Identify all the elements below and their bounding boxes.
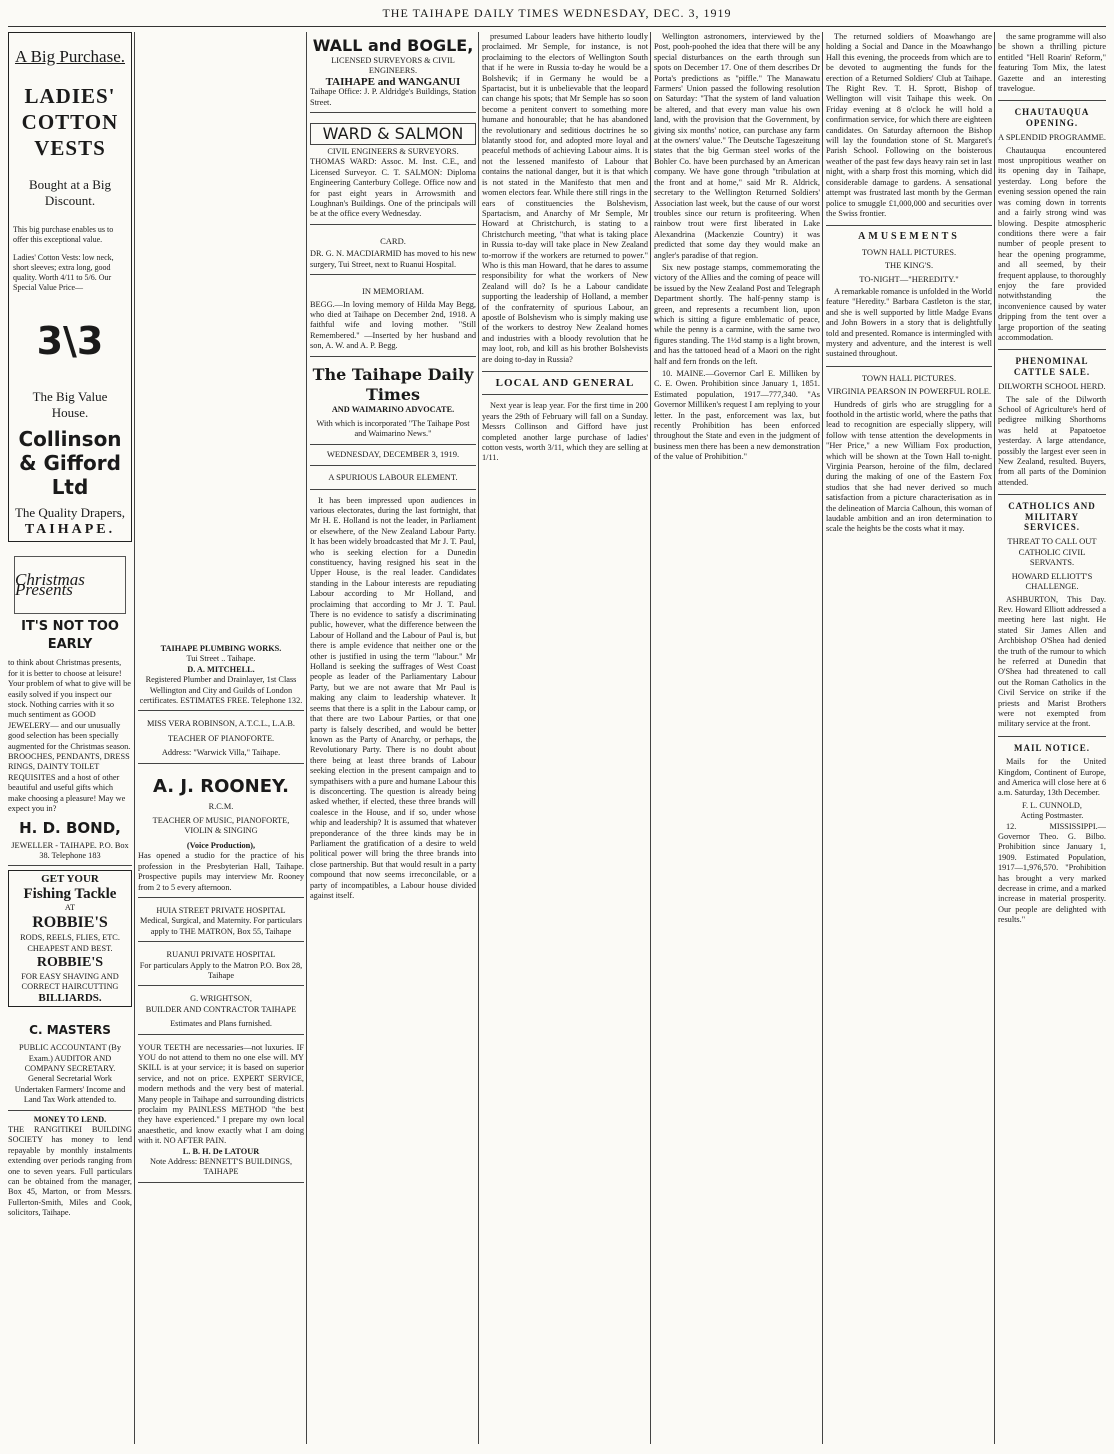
divider: [826, 225, 992, 226]
ad-heading: HUIA STREET PRIVATE HOSPITAL: [156, 905, 286, 915]
ad-text: General Secretarial Work Undertaken Farmers' Income and Land Tax Work attended to.: [14, 1074, 126, 1105]
divider: [998, 100, 1106, 101]
ad-firm-name: D. A. MITCHELL.: [187, 664, 255, 674]
subheading: TOWN HALL PICTURES.: [861, 246, 957, 257]
ad-plumbing-works: [138, 640, 304, 711]
column-rule: [306, 32, 307, 1444]
article-body: Hundreds of girls who are struggling for a foothold in the artistic world, where the paths that lead to recognition are especially slippery, will follow with tense attention the developments in "Her Price," a new William Fox production, which will be shown at the Town Hall to-night. Virginia Pearson, heroine of the film, declared during the making of one of the Eastern Fox studios that she had never derived so much satisfaction from a picture characterisation as in the delineation of Marcia Calhoun, this woman of laudable ambition and an iron determination to scale the heights be the costs what it may.: [826, 399, 992, 534]
ad-collinson-gifford: [8, 32, 132, 542]
ad-text: TAIHAPE and WANGANUI: [325, 75, 461, 88]
ad-text: AT: [64, 902, 76, 912]
article-body: A remarkable romance is unfolded in the World feature "Heredity." Barbara Castleton is the star, and she is well supported by little Madge Evans and John Bowers in a story that is delightfully told and presented. Romance is intermingled with mystery and adventure, and the interest is well sustained throughout.: [826, 286, 992, 359]
ad-text: Taihape Office: J. P. Aldridge's Buildings, Station Street.: [310, 87, 476, 107]
ad-wrightson: [138, 990, 304, 1034]
subheading: HOWARD ELLIOTT'S CHALLENGE.: [1011, 570, 1093, 592]
ad-text: Tui Street .. Taihape.: [186, 654, 256, 664]
ad-heading: TAIHAPE PLUMBING WORKS.: [160, 644, 282, 653]
ad-heading: Fishing Tackle: [23, 885, 117, 902]
notice-in-memoriam: [310, 279, 476, 356]
divider: [998, 494, 1106, 495]
ad-text: LICENSED SURVEYORS & CIVIL ENGINEERS.: [331, 56, 455, 76]
article-body: presumed Labour leaders have hitherto loudly proclaimed. Mr Semple, for instance, is not proclaiming to the electors of Wellington South that if he were in Russia to-day he would be a Bolshevik; if in Germany he would be a Spartacist, but it is unbelievable that the leopard can change his spots; that Mr Semple has so soon become a penitent convert to something more humane and honourable; that he has abandoned the revolutionary and seditious doctrines he so blatantly stood for, and adopted more loyal and peaceful methods of achieving Labour aims. It is not the lessened manifesto of Labour that contains the national danger, but it is that which is not stated in the Manifesto that men and women electors fear. While there still rings in the ears of constituencies the Bolshevism, Spartacism, and Anarchy of Mr Semple, Mr Howard at Christchurch, is stating to a Christchurch meeting, "that what is taking place in Russia to-day will take place in New Zealand to-morrow if the workers are returned to power." Who is this man Howard, that he dares to assume responsibility for what the workers of New Zealand will do? Is he a Labour candidate supporting the leadership of Holland, a member of the confraternity of spurious Labour, an apostle of Bolshevism who is simply making use of the workers to destroy New Zealand homes and industries with a bloody revolution that he may loot, rob, and kill as his brother Bolshevists are doing to-day in Russia?: [482, 32, 648, 364]
ad-title: LADIES': [24, 84, 116, 108]
ad-firm-name: WALL and BOGLE,: [312, 36, 474, 55]
article-body: Wellington astronomers, interviewed by the Post, pooh-poohed the idea that there will be any special disturbances on the earth through sun spots on December 17. One of them describes Dr Porta's predictions as "piffle." The Manawatu Farmers' Union passed the following resolution on Saturday: "That the system of land valuation be altered, and that every man value his own land, with the provision that the Government, by giving six months' notice, can purchase any farm at the owners' value." The Deutsche Tageszeitung states that the big German steel works of the Bohler Co. have been purchased by an American company. We have gone through "tribulation at the front and at home," said Mr R. Aldrick, secretary to the Wellington Returned Soldiers' Association last week, but the cause of our worst troubles since our return is profiteering. When rainbow trout were first liberated in Lake Alexandrina (Mackenzie Country) it was predicted that some day they would make an angler's paradise of that region.: [654, 32, 820, 260]
ad-text: to think about Christmas presents, for it is better to choose at leisure! Your problem of what to give will be easily solved if you inspect our stock. Nothing carries with it so much sentiment as GOOD JEWELERY— and our unusually good selection has been specially augmented for the Christmas season. BROOCHES, PENDANTS, DRESS RINGS, DAINTY TOILET REQUISITES and a host of other beautiful and useful gifts which make choosing a pleasure! May we expect you in?: [8, 658, 131, 814]
ad-wall-bogle: [310, 32, 476, 113]
ad-text: Medical, Surgical, and Maternity. For particulars apply to THE MATRON, Box 55, Taihape: [140, 916, 302, 936]
subheading: VIRGINIA PEARSON IN POWERFUL ROLE.: [826, 386, 992, 397]
subheading: TOWN HALL PICTURES.: [861, 372, 957, 383]
notice-card: [310, 229, 476, 275]
notice-heading: IN MEMORIAM.: [362, 286, 424, 297]
ad-place: TAIHAPE.: [24, 522, 116, 537]
ad-de-latour: [138, 1039, 304, 1183]
ad-h-d-bond: [8, 548, 132, 866]
ad-text: The Big Value House.: [32, 389, 108, 420]
section-heading: CHAUTAUQUA OPENING.: [1014, 107, 1090, 128]
column-rule: [822, 32, 823, 1444]
ad-text: R.C.M.: [208, 801, 234, 811]
article-body: The sale of the Dilworth School of Agriculture's herd of pedigree milking Shorthorns was held at Papatoetoe yesterday. A large attendance, possibly the largest ever seen in New Zealand, resulted. Buyers, from all parts of the Dominion attended.: [998, 394, 1106, 487]
subheading: THREAT TO CALL OUT CATHOLIC CIVIL SERVANTS.: [1007, 536, 1097, 568]
subheading: TO-NIGHT—"HEREDITY.": [859, 273, 959, 284]
column-rule: [134, 32, 135, 1444]
ad-text: PUBLIC ACCOUNTANT (By Exam.) AUDITOR AND COMPANY SECRETARY.: [19, 1043, 121, 1073]
ad-rooney: [138, 768, 304, 898]
ad-price: 3\3: [36, 319, 104, 363]
ad-firm-name: Collinson & Gifford Ltd: [18, 427, 122, 499]
divider: [482, 371, 648, 372]
page-header: THE TAIHAPE DAILY TIMES WEDNESDAY, DEC. 3, 1919: [382, 6, 732, 20]
ad-heading: A Big Purchase.: [14, 47, 126, 66]
ad-firm-name: WARD & SALMON: [310, 123, 476, 145]
ad-text: THE RANGITIKEI BUILDING SOCIETY has money to lend repayable by monthly instalments extending over periods ranging from one to seven years. Full particulars can be obtained from the manager, Box 45, Marton, or from Messrs. Fullerton-Smith, Miles and Cook, solicitors, Taihape.: [8, 1125, 132, 1218]
editorial-body: It has been impressed upon audiences in various electorates, during the last fortnight, that Mr H. E. Holland is not the leader, in Parliament or elsewhere, of the New Zealand Labour Party. It has been widely broadcasted that Mr J. T. Paul, who is seeking election for a Dunedin constituency, having resigned his seat in the Upper House, is the real leader. Candidates standing in the Labour interests are repudiating Labour according to Mr Holland, and proclaiming that according to Mr J. T. Paul. There is no evidence to satisfy a discriminating public, however, what the difference between the Labour of Holland and the Labour of Paul is, but there is ample evidence that neither one or the other is justified in using the term "labour." Mr Holland is seeking the suffrages of West Coast people as leader of the Parliamentary Labour Party, but we are not aware that Mr Paul is making any claim to leadership whatever. It seems that there is a split in the Labour camp, or that there are two Labour Parties, or that one party is falsely described, and would be better known as the Party of Anarchy, or perhaps, the Revolutionary Party. There is no doubt about there being at least three brands of Labour seeking election in the present campaign and to sympathisers with a pure and humane Labour this is disconcerting. The question is already being asked whether, if elected, these three brands will coalesce in the House, and if so, under whose whip and leadership? It is assumed that whatever preponderance of the three kinds may be in Parliament the gratification of a desire to weld political power will bring the three brands into close partnership. But that would result in a party compound that now seems irreconcilable, or a party of incompatibles, a Labour house divided against itself.: [310, 495, 476, 900]
ad-text: For particulars Apply to the Matron P.O. Box 28, Taihape: [139, 960, 303, 980]
ad-text: JEWELLER - TAIHAPE. P.O. Box 38. Telephone 183: [11, 840, 129, 860]
ad-heading: RUANUI PRIVATE HOSPITAL: [166, 950, 276, 960]
editorial-masthead: [310, 361, 476, 445]
ad-text: Ladies' Cotton Vests: low neck, short sleeves; extra long, good quality. Worth 4/11 to 5/6. Our Special Value Price—: [13, 253, 114, 292]
column-2: [138, 640, 304, 1444]
ad-text: The Quality Drapers,: [14, 505, 126, 520]
ad-robbies: [8, 870, 132, 1007]
article-body: the same programme will also be shown a thrilling picture entitled "Hell Roarin' Reform," featuring Tom Mix, the latest Gazette and an interesting travelogue.: [998, 32, 1106, 94]
divider: [482, 394, 648, 395]
ad-firm-name: L. B. H. De LATOUR: [182, 1146, 260, 1156]
ad-ward-salmon: [310, 117, 476, 225]
christmas-presents-illustration: Christmas Presents: [14, 556, 126, 614]
ad-text: THOMAS WARD: Assoc. M. Inst. C.E., and Licensed Surveyor. C. T. SALMON: Diploma Engineering Canterbury College. Office now and for past eight years in Arrowsmith and Loughnan's Buildings. One of the principals will be at the office every Wednesday.: [310, 157, 476, 219]
subheading: THE KING'S.: [884, 260, 934, 271]
ad-text: Registered Plumber and Drainlayer, 1st Class Wellington and City and Guilds of London certificates. ESTIMATES FREE. Telephone 132.: [139, 675, 303, 706]
ad-money-to-lend: [8, 1115, 132, 1219]
ad-ruanui-hospital: [138, 946, 304, 986]
ad-heading: G. WRIGHTSON,: [190, 994, 252, 1004]
ad-text: Address: "Warwick Villa," Taihape.: [161, 748, 281, 758]
ad-vera-robinson: [138, 715, 304, 763]
editorial-heading: A SPURIOUS LABOUR ELEMENT.: [328, 472, 458, 483]
ad-huia-hospital: [138, 902, 304, 942]
section-heading: MAIL NOTICE.: [1013, 742, 1090, 753]
column-3: [310, 32, 476, 1444]
column-5: [654, 32, 820, 1444]
ad-text: Note Address: BENNETT'S BUILDINGS, TAIHAPE: [149, 1157, 293, 1177]
notice-text: BEGG.—In loving memory of Hilda May Begg, who died at Taihape on December 2nd, 1918. A faithful wife and loving mother. "Still Remembered." —Inserted by her husband and son, A. W. and A. P. Begg.: [310, 299, 476, 351]
article-body: Mails for the United Kingdom, Continent of Europe, and America will close here at 6 a.m. Saturday, 13th December.: [998, 757, 1106, 798]
ad-text: This big purchase enables us to offer this exceptional value.: [13, 225, 114, 244]
paper-title: The Taihape Daily Times: [312, 364, 474, 404]
ad-text: Estimates and Plans furnished.: [170, 1019, 272, 1029]
ad-text: TEACHER OF MUSIC, PIANOFORTE, VIOLIN & SINGING: [152, 816, 290, 836]
ad-text: BILLIARDS.: [38, 991, 102, 1004]
column-rule: [478, 32, 479, 1444]
divider: [998, 349, 1106, 350]
ad-text: TEACHER OF PIANOFORTE.: [167, 733, 275, 743]
ad-firm-name: ROBBIE'S: [36, 954, 104, 970]
section-heading: CATHOLICS AND MILITARY SERVICES.: [1008, 501, 1096, 533]
ad-heading: MONEY TO LEND.: [33, 1114, 107, 1124]
ad-subtitle: Bought at a Big Discount.: [29, 177, 111, 208]
divider: [826, 366, 992, 367]
article-body: Six new postage stamps, commemorating the victory of the Allies and the coming of peace will be issued by the New Zealand Post and Telegraph Department shortly. The half-penny stamp is green, and represents a recumbent lion, upon which is sitting a figure emblematic of peace, while the penny is a carmine, with the same two figures standing. The 1½d stamp is a light brown, and has the tattooed head of a Maori on the right half and fern fronds on the left.: [654, 262, 820, 366]
article-body: Chautauqua encountered most unpropitious weather on its opening day in Taihape, yesterday. Long before the evening session opened the rain was coming down in torrents and a fairly strong wind was blowing. Despite atmospheric conditions there were a fair number of people present to hear the opening programme, and all seemed, by their frequent applause, to thoroughly enjoy the fare provided notwithstanding the inconvenience caused by water dripping from the tent over a large proportion of the seating accommodation.: [998, 145, 1106, 342]
column-1: [8, 32, 132, 1444]
ad-heading: IT'S NOT TOO EARLY: [21, 619, 119, 653]
column-4: [482, 32, 648, 1444]
column-7: [998, 32, 1106, 1444]
section-heading: PHENOMINAL CATTLE SALE.: [1013, 356, 1091, 377]
ad-firm-name: ROBBIE'S: [32, 914, 108, 932]
notice-heading: CARD.: [380, 235, 406, 246]
divider: [310, 465, 476, 466]
divider: [998, 736, 1106, 737]
ad-heading: MISS VERA ROBINSON, A.T.C.L., L.A.B.: [147, 719, 295, 729]
ad-text: (Voice Production),: [186, 840, 256, 850]
ad-text: FOR EASY SHAVING AND CORRECT HAIRCUTTING: [21, 971, 119, 992]
ad-text: BUILDER AND CONTRACTOR TAIHAPE: [145, 1004, 297, 1014]
editorial-date: WEDNESDAY, DECEMBER 3, 1919.: [326, 448, 460, 459]
article-body: Next year is leap year. For the first time in 200 years the 29th of February will fall on a Sunday. Messrs Collinson and Gifford have just completed another large purchase of ladies' cotton vests, worth 3/11, which they are selling at 1/11.: [482, 401, 648, 463]
ad-text: Has opened a studio for the practice of his profession in the Presbyterian Hall, Taihape. Prospective pupils may interview Mr. Rooney from 2 to 5 every afternoon.: [138, 851, 304, 892]
paper-subtitle: AND WAIMARINO ADVOCATE.: [331, 404, 455, 414]
column-6: [826, 32, 992, 1444]
column-rule: [650, 32, 651, 1444]
divider: [310, 489, 476, 490]
ad-firm-name: H. D. BOND,: [19, 818, 121, 837]
ad-c-masters: [8, 1013, 132, 1110]
ad-firm-name: A. J. ROONEY.: [153, 775, 289, 797]
article-body: 12. MISSISSIPPI.—Governor Theo. G. Bilbo. Prohibition since January 1, 1909. Estimated Population, 1917—1,976,570. "Prohibition has brought a very marked decrease in crime, and a marked increase in material prosperity. Our people are delighted with results.": [998, 821, 1106, 925]
ad-text: GET YOUR: [41, 873, 99, 886]
paper-note: With which is incorporated "The Taihape Post and Waimarino News.": [316, 418, 470, 439]
ad-heading: C. MASTERS: [29, 1023, 111, 1038]
header-rule: [8, 26, 1106, 27]
section-heading: LOCAL AND GENERAL: [495, 377, 635, 389]
column-rule: [994, 32, 995, 1444]
ad-text: CIVIL ENGINEERS & SURVEYORS.: [327, 147, 459, 157]
section-heading: AMUSEMENTS: [858, 231, 960, 243]
article-body: 10. MAINE.—Governor Carl E. Milliken by C. E. Owen. Prohibition since January 1, 1851. Estimated population, 1917—777,340. "As Governor Milliken's request I am replying to your letter. In the past, enforcement was lax, but recently Prohibition has been enforced throughout the State and even in the judgment of business men there has been a new demonstration of the value of Prohibition.": [654, 369, 820, 462]
signature-title: Acting Postmaster.: [1020, 811, 1084, 821]
notice-text: DR. G. N. MACDIARMID has moved to his new surgery, Tui Street, next to Ruanui Hospital.: [310, 249, 476, 269]
article-body: ASHBURTON, This Day. Rev. Howard Elliott addressed a meeting here last night. He stated Sir James Allen and Archbishop O'Shea had denied the truth of the rumour to which he referred at Dunedin that O'Shea had threatened to call out the Roman Catholics in the Civil Service on strike if the priests and Marist Brothers were not exempted from military service at the front.: [998, 594, 1106, 729]
article-body: The returned soldiers of Moawhango are holding a Social and Dance in the Moawhango Hall this evening, the proceeds from which are to be devoted to augmenting the funds for the erection of a Returned Soldiers' Club at Taihape. The Right Rev. T. H. Sprott, Bishop of Wellington will visit Taihape this week. On Friday evening at 8 o'clock he will hold a confirmation service, for which there are eighteen candidates. On Saturday afternoon the Bishop will lay the foundation stone of St. Margaret's Parish School. Following on the boisterous weather of the past few days heavy rain set in last night, with a sharp frost this morning, which did considerable damage to gardens. A sensational attempt was frustrated last month by the German police to smuggle £1,000,000 and securities over the Swiss frontier.: [826, 32, 992, 218]
subheading: A SPLENDID PROGRAMME.: [998, 132, 1106, 143]
signature: F. L. CUNNOLD,: [1022, 800, 1082, 810]
ad-text: YOUR TEETH are necessaries—not luxuries. IF YOU do not attend to them no one else will. MY SKILL is at your service; it is based on superior service, and not on price. EXPERT SERVICE, modern methods and the very best of material. Many people in Taihape and surrounding districts proclaim my PAINLESS METHOD "the best they have experienced." I prepare my own local anaesthetic, and know exactly what I am doing with it. NO AFTER PAIN.: [138, 1042, 304, 1146]
ad-title: COTTON VESTS: [21, 110, 119, 160]
ad-text: RODS, REELS, FLIES, ETC. CHEAPEST AND BEST.: [20, 933, 120, 953]
subheading: DILWORTH SCHOOL HERD.: [998, 381, 1106, 392]
